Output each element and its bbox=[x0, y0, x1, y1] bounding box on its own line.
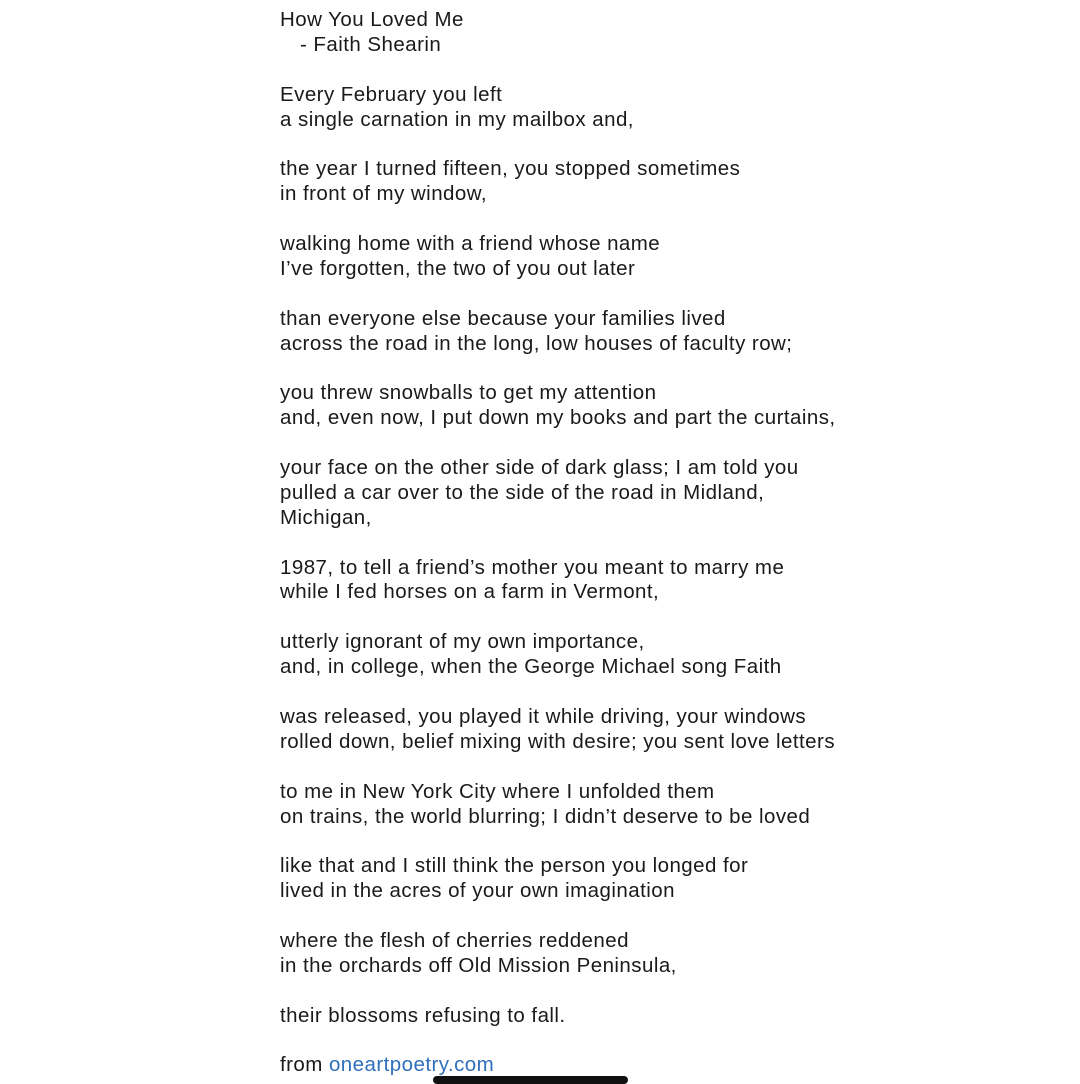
poem-line: and, in college, when the George Michael song Faith bbox=[280, 655, 782, 679]
poem-line: pulled a car over to the side of the road in Midland, bbox=[280, 480, 765, 504]
poem-line: you threw snowballs to get my attention bbox=[280, 381, 657, 405]
poem-title: How You Loved Me bbox=[280, 8, 464, 31]
source-link[interactable]: oneartpoetry.com bbox=[328, 1053, 495, 1077]
stanza bbox=[280, 232, 840, 282]
poem-line: than everyone else because your families lived bbox=[280, 306, 726, 330]
stanza-gap bbox=[280, 979, 840, 1004]
poem-line: while I fed horses on a farm in Vermont, bbox=[280, 580, 660, 604]
stanza bbox=[280, 83, 840, 133]
poem-line: utterly ignorant of my own importance, bbox=[280, 630, 645, 654]
stanza-gap bbox=[280, 1029, 840, 1054]
stanza-gap bbox=[280, 207, 840, 232]
stanza-gap bbox=[280, 755, 840, 780]
poem-line: where the flesh of cherries reddened bbox=[280, 928, 629, 952]
stanza-gap bbox=[280, 431, 840, 456]
poem-line: the year I turned fifteen, you stopped sometimes bbox=[280, 157, 741, 181]
poem-line: and, even now, I put down my books and part the curtains, bbox=[280, 406, 836, 430]
poem-line: was released, you played it while driving, your windows bbox=[280, 704, 807, 728]
poem-line: in the orchards off Old Mission Peninsula, bbox=[280, 953, 677, 977]
poem-line: to me in New York City where I unfolded them bbox=[280, 779, 715, 803]
stanza bbox=[280, 556, 840, 606]
poem-line: in front of my window, bbox=[280, 182, 488, 206]
stanza bbox=[280, 854, 840, 904]
stanza-gap bbox=[280, 829, 840, 854]
stanza bbox=[280, 307, 840, 357]
poem-line: your face on the other side of dark glass; I am told you bbox=[280, 456, 799, 480]
poem-line: I’ve forgotten, the two of you out later bbox=[280, 256, 636, 280]
stanza bbox=[280, 630, 840, 680]
stanza bbox=[280, 381, 840, 431]
stanza-gap bbox=[280, 58, 840, 83]
stanza-gap bbox=[280, 680, 840, 705]
stanza bbox=[280, 705, 840, 755]
poem-body bbox=[280, 58, 840, 1029]
home-indicator[interactable] bbox=[433, 1076, 628, 1084]
stanza-gap bbox=[280, 356, 840, 381]
poem-author: - Faith Shearin bbox=[300, 32, 442, 56]
poem-line: 1987, to tell a friend’s mother you meant to marry me bbox=[280, 555, 785, 579]
stanza bbox=[280, 456, 840, 531]
poem-line: on trains, the world blurring; I didn’t deserve to be loved bbox=[280, 804, 811, 828]
poem-line: a single carnation in my mailbox and, bbox=[280, 107, 634, 131]
poem-line: Michigan, bbox=[280, 505, 372, 529]
source-prefix: from bbox=[280, 1053, 329, 1077]
stanza bbox=[280, 929, 840, 979]
poem-line: across the road in the long, low houses of faculty row; bbox=[280, 331, 793, 355]
stanza-gap bbox=[280, 282, 840, 307]
stanza-gap bbox=[280, 132, 840, 157]
poem-line: like that and I still think the person you longed for bbox=[280, 854, 749, 878]
poem-line: their blossoms refusing to fall. bbox=[280, 1003, 566, 1027]
stanza bbox=[280, 157, 840, 207]
poem-line: Every February you left bbox=[280, 82, 503, 106]
stanza bbox=[280, 1004, 840, 1029]
poem-line: walking home with a friend whose name bbox=[280, 232, 661, 256]
stanza bbox=[280, 780, 840, 830]
stanza-gap bbox=[280, 904, 840, 929]
stanza-gap bbox=[280, 531, 840, 556]
stanza-gap bbox=[280, 605, 840, 630]
source-line bbox=[280, 1053, 840, 1078]
poem-line: lived in the acres of your own imagination bbox=[280, 879, 675, 903]
poem-container bbox=[280, 8, 840, 1078]
poem-line: rolled down, belief mixing with desire; you sent love letters bbox=[280, 729, 836, 753]
